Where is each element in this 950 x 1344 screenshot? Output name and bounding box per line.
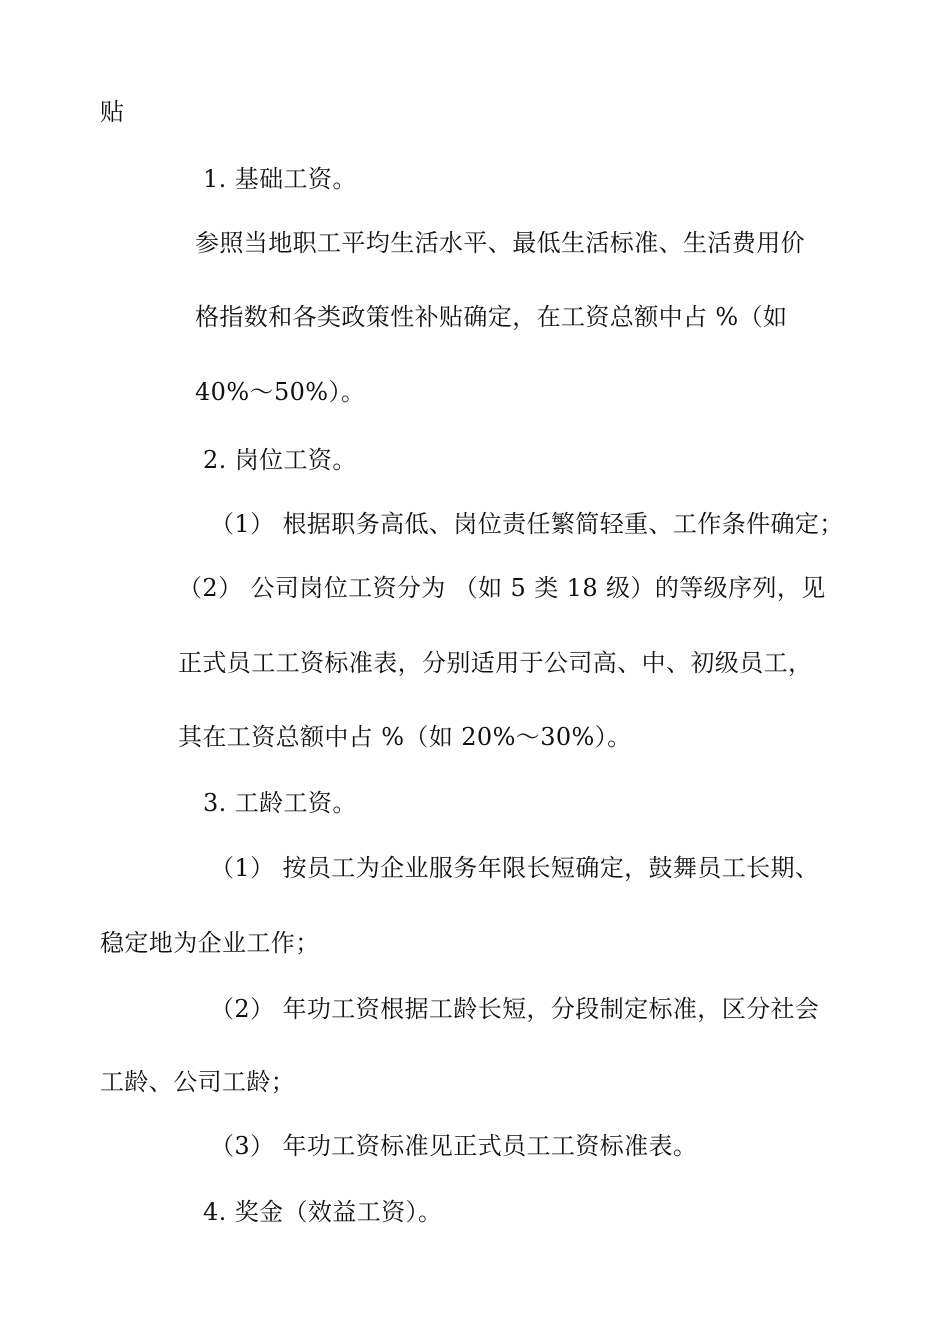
list-item: （2） 年功工资根据工龄长短，分段制定标准，区分社会 xyxy=(210,995,820,1023)
list-item: （2） 公司岗位工资分为 （如 5 类 18 级）的等级序列，见 xyxy=(178,574,826,602)
paragraph-line: 格指数和各类政策性补贴确定，在工资总额中占 %（如 xyxy=(195,303,788,331)
list-item: （3） 年功工资标准见正式员工工资标准表。 xyxy=(210,1132,698,1160)
list-item: （1） 按员工为企业服务年限长短确定，鼓舞员工长期、 xyxy=(210,854,820,882)
paragraph-line: 其在工资总额中占 %（如 20%～30%）。 xyxy=(178,723,632,751)
section-heading-bonus: 4. 奖金（效益工资）。 xyxy=(203,1198,443,1226)
section-heading-position-salary: 2. 岗位工资。 xyxy=(203,446,357,474)
list-item: （1） 根据职务高低、岗位责任繁简轻重、工作条件确定； xyxy=(210,510,844,538)
paragraph-line: 正式员工工资标准表，分别适用于公司高、中、初级员工， xyxy=(178,649,813,677)
section-heading-seniority-salary: 3. 工龄工资。 xyxy=(203,789,357,817)
paragraph-line: 40%～50%）。 xyxy=(195,378,366,406)
section-heading-basic-salary: 1. 基础工资。 xyxy=(203,165,357,193)
text-line-continuation: 贴 xyxy=(100,98,125,126)
paragraph-line: 工龄、公司工龄； xyxy=(100,1068,296,1096)
paragraph-line: 参照当地职工平均生活水平、最低生活标准、生活费用价 xyxy=(195,229,805,257)
paragraph-line: 稳定地为企业工作； xyxy=(100,929,320,957)
